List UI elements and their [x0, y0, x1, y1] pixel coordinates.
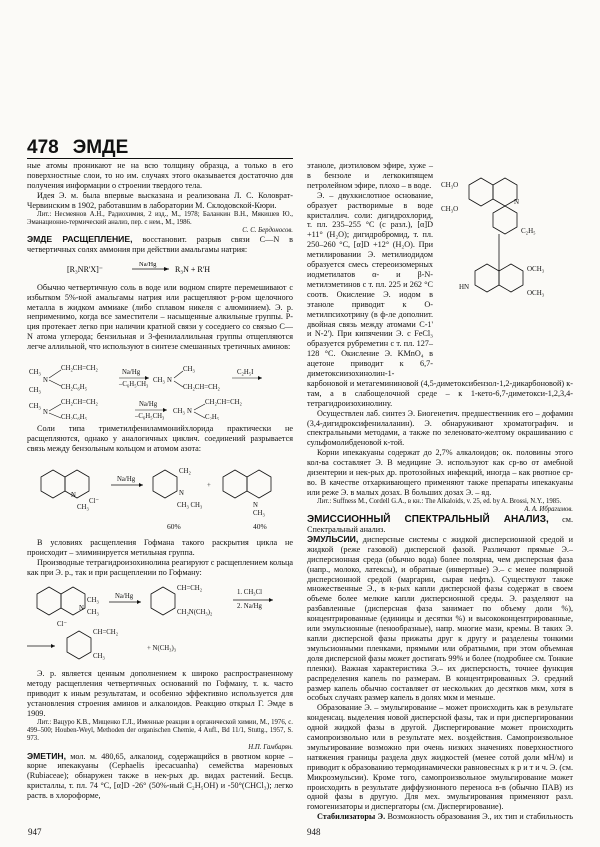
paragraph: В условиях расщепления Гофмана такого раскрытия цикла не происходит – элиминируется метильная группа. [27, 537, 293, 557]
paragraph: Образование Э. – эмульгирование – может происходить как в результате конденсац. выделения новой дисперсной фазы, так и при диспергировании одной жидкой фазы в другой. Диспергирование может происходить самопроизвольно или в результате мех. воздействия. Самопроизвольное эмульгирование возможно при очень низких значениях поверхностного натяжения границы раздела двух жидкостей (менее сотой доли мН/м) и приводит к образованию термодинамически равновесных к р и т и ч. Э. (см. Микроэмульсии). Кроме того, самопроизвольное эмульгирование может происходить в результате диффузионного переноса в-в (обычно ПАВ) из одной фазы в другую. Для мех. эмульгирования применяют разл. гомогенизаторы и диспергаторы (см. Диспергирование). [307, 703, 573, 812]
paragraph: Стабилизаторы Э. Возможность образования Э., их тип и стабильность [317, 812, 573, 821]
paragraph: Идея Э. м. была впервые высказана и реализована Л. С. Коловрат-Червинским в 1902, работавшим в лаборатории М. Склодовской-Кюри. [27, 190, 293, 210]
svg-text:CH₃: CH₃ [87, 609, 99, 617]
page-number: 478 [27, 137, 59, 158]
entry-title: ЭМИССИОННЫЙ СПЕКТРАЛЬНЫЙ АНАЛИЗ, [307, 514, 549, 526]
entry-definition: мол. м. 480,65, алкалоид, содержащийся в рвотном корне – корне ипекакуаны (Cephaelis ipecacuanha) семейства мареновых (Rubiaceae); обнаружен также в нек-рых др. видах растений. Бесцв. кристаллы, т. пл. 74 °С, [α]D -26° (50%-ный C₂H₅OH) и -50°(CHCl₃); легко раств. в хлороформе, [27, 751, 293, 801]
reagent: Na/Hg [139, 401, 158, 409]
svg-text:OCH₃: OCH₃ [527, 265, 545, 273]
svg-text:Cl⁻: Cl⁻ [89, 497, 100, 505]
svg-text:CH₃ CH₃: CH₃ CH₃ [177, 501, 203, 509]
svg-text:C₂H₅: C₂H₅ [521, 227, 536, 235]
svg-text:CH=CH₂: CH=CH₂ [93, 629, 119, 637]
svg-text:CH₂C₆H₅: CH₂C₆H₅ [61, 414, 87, 421]
svg-text:N: N [71, 491, 76, 499]
entry-title: ЭМУЛЬСИИ, [307, 533, 359, 544]
equation-left: [R₃NR'X]⁻ [67, 264, 104, 274]
equation-reagent: Na/Hg [139, 260, 157, 268]
entry-emde [27, 235, 293, 255]
svg-text:CH₂C₆H₅: CH₂C₆H₅ [61, 384, 87, 392]
svg-text:CH₂: CH₂ [179, 467, 191, 475]
entry-definition: восстановит. разрыв связи C—N в четвертичных солях аммония при действии амальгамы натрия: [27, 234, 293, 254]
reagent: –C₆H₅CH₃ [119, 381, 149, 389]
svg-text:N: N [514, 198, 520, 206]
running-head: ЭМДЕ [72, 137, 129, 158]
left-column [27, 161, 293, 821]
svg-text:Cl⁻: Cl⁻ [57, 621, 68, 629]
svg-text:N: N [167, 377, 172, 385]
reaction-scheme-1 [27, 356, 293, 420]
author-signature: Н.П. Гамбарян. [248, 743, 293, 751]
svg-text:CH₃: CH₃ [29, 403, 41, 411]
paragraph: этаноле, диэтиловом эфире, хуже – в бензоле и легкокипящем петролейном эфире, плохо – в воде. [307, 161, 433, 190]
svg-text:CH=CH₂: CH=CH₂ [177, 585, 203, 593]
svg-text:N: N [187, 408, 192, 416]
svg-text:CH₂CH=CH₂: CH₂CH=CH₂ [205, 399, 242, 407]
svg-text:N: N [43, 409, 48, 417]
svg-text:N: N [179, 489, 184, 497]
footer-page-number: 948 [307, 827, 321, 837]
right-column [307, 161, 573, 821]
entry-emulsions [307, 535, 573, 703]
paragraph: Соли типа триметилфениламмонийхлорида практически не расщепляются, однако у аналогичных циклич. соединений разрывается связь между бензольным кольцом и атомом азота: [27, 424, 293, 453]
svg-text:N: N [253, 501, 258, 509]
byproduct: + N(CH₃)₃ [147, 645, 177, 653]
reagent: Na/Hg [117, 475, 136, 483]
paragraph: Э. р. является ценным дополнением к широко распространенному методу расщепления четвертичных оснований по Гофману, т. к. часто приводит к иным результатам, и особенно эффективно используется для установления строения аминов и алкалоидов. Реакцию открыл Г. Эмде в 1909. [27, 669, 293, 719]
yield-label: 60% [167, 521, 181, 531]
footer-page-number: 947 [28, 827, 42, 837]
subheading: Стабилизаторы Э. [317, 812, 386, 821]
paragraph: Э. – двухкислотное основание, образует растворимые в воде кристаллич. соли: дигидрохлорид, т. пл. 235–255 °С (с разл.), [α]D +11° (H₂O); дигидробромид, т. пл. 250–260 °С, [α]D +12° (H₂O). При метилировании Э. метилиодидом образуется смесь стереоизомерных иодметилатов α- и β-N-метилэметинов с т. пл. 225 и 262 °С соотв. Окисление Э. иодом в этаноле приводит к О-метилпсихотрину (в ф-ле дополнит. двойная связь между атомами C-1' и N-2'). При кипячении Э. с FeCl₃ образуется рубреметин с т. пл. 127–128 °С. Окисление Э. KMnO₄ в ацетоне приводит к 6,7-диметоксиизохинолин-1-карбоновой и метагемининовой (4,5-диметоксибензол-1,2-дикарбоновой) к-там, а в слабощелочной среде – к 1-кето-6,7-диметокси-1,2,3,4-тетрагидроизохинолину. [307, 190, 573, 408]
paragraph: ные атомы проникают не на всю толщину образца, а только в его поверхностные слои, то но им. случаях этого оказывается достаточно для получения информации о строении твердого тела. [27, 161, 293, 190]
header-rule [27, 158, 293, 159]
author-signature: А. А. Ибрагимов. [524, 506, 573, 514]
svg-text:CH₃: CH₃ [183, 366, 195, 374]
reaction-scheme-3 [27, 580, 293, 666]
svg-text:CH₂N(CH₃)₂: CH₂N(CH₃)₂ [177, 609, 213, 617]
equation-1 [27, 259, 293, 279]
reagent: Na/Hg [122, 369, 141, 377]
svg-text:CH₃: CH₃ [29, 369, 41, 377]
paragraph: Корни ипекакуаны содержат до 2,7% алкалоидов; ок. половины этого кол-ва составляет Э. В медицине Э. используют как ср-во от амебной дизентерии и нек-рых др. протозойных инфекций, иногда – как рвотное ср-во. В качестве отхаркивающего применяют также препараты ипекакуаны или реже Э. в малых дозах. В больших дозах Э. – яд. [307, 448, 573, 497]
entry-emission-analysis [307, 514, 573, 535]
paragraph: Обычно четвертичную соль в воде или водном спирте перемешивают с избытком 5%-ной амальгамы натрия или расщепляют р-ром щелочного металла в жидком аммиаке (либо сплавом никеля с алюминием). Э. р. неприменимо, когда все заместители – насыщенные алкильные группы. Р-ция протекает легко при наличии кратной связи у соседнего со связью C—N атома углерода; бензильная и 3-фенилаллильная группы отщепляются легче аллильной, что используют в синтезе смешанных третичных аминов: [27, 282, 293, 352]
svg-text:OCH₃: OCH₃ [527, 289, 545, 297]
svg-text:N: N [43, 377, 48, 385]
entry-title: ЭМЕТИН, [27, 750, 67, 761]
see-reference: см. Спектральный анализ. [307, 515, 573, 535]
reagent: –C₆H₅CH₃ [135, 413, 165, 421]
entry-emetin [27, 752, 293, 802]
svg-text:CH₃: CH₃ [87, 597, 99, 605]
paragraph: Осуществлен лаб. синтез Э. Биогенетич. предшественник его – дофамин (3,4-дигидроксифенилаланин). Э. обнаруживают хроматографич. и спектральными методами, а также по зеленовато-желтому окрашиванию с сульфомолибденовой к-той. [307, 408, 573, 448]
svg-text:CH₂CH=CH₂: CH₂CH=CH₂ [61, 365, 98, 373]
author-signature: С. С. Бердоносов. [242, 226, 293, 234]
entry-title: ЭМДЕ РАСЩЕПЛЕНИЕ, [27, 233, 133, 244]
reagent: 1. CH₃Cl [237, 589, 263, 597]
svg-text:CH₃: CH₃ [93, 653, 105, 661]
bibliography: Лит.: Suffness M., Cordell G.A., в кн.: The Alkaloids, v. 25, ed. by A. Brossi, N.Y., 1985. [317, 497, 562, 505]
reagent: C₂H₅I [237, 369, 254, 377]
svg-text:HN: HN [459, 283, 470, 291]
svg-text:CH₃: CH₃ [173, 408, 185, 416]
svg-text:CH₃: CH₃ [77, 503, 89, 511]
svg-text:CH₂CH=CH₂: CH₂CH=CH₂ [61, 399, 98, 407]
svg-text:CH₃: CH₃ [29, 387, 41, 395]
reaction-scheme-2 [27, 457, 293, 535]
paragraph: Производные тетрагидроизохинолина реагируют с расщеплением кольца как при Э. р., так и при расщеплении по Гофману: [27, 557, 293, 577]
emetine-structure [439, 161, 573, 376]
svg-text:CH₃: CH₃ [253, 509, 265, 517]
svg-text:CH₃: CH₃ [153, 377, 165, 385]
svg-text:N: N [79, 605, 84, 613]
svg-text:C₂H₅: C₂H₅ [205, 414, 220, 421]
yield-label: 40% [253, 521, 267, 531]
svg-text:CH₂CH=CH₂: CH₂CH=CH₂ [183, 384, 220, 392]
bibliography: Лит.: Несмеянов А.Н., Радиохимия, 2 изд., М., 1978; Баланкин В.Н., Мякишев Ю., Эманационно-термический анализ, пер. с нем., М., 1986. [27, 210, 293, 226]
svg-text:CH₃O: CH₃O [441, 205, 459, 213]
svg-text:CH₃O: CH₃O [441, 181, 459, 189]
entry-definition: дисперсные системы с жидкой дисперсионной средой и жидкой (реже газовой) дисперсной фазой. Различают прямые Э.– дисперсионная среда (обычно вода) более полярна, чем дисперсная фаза (напр., молоко, латексы), и обратные (инвертные) Э.– с менее полярной дисперсионной средой (маргарин, сырая нефть). Существуют также множественные Э., в к-рых капли дисперсной фазы содержат в своем объеме более мелкие капли дисперсионной среды. Э. разделяют на разбавленные (дисперсная фаза занимает по объему доли %), концентрированные (единицы и десятки %) и высококонцентрированные, или эмульсионные (пенообразные), напр. многие мази, кремы. В таких Э. капли дисперсной фазы прижаты друг к другу и разделены тонкими эмульсионными пленками, прямыми или обратными, при этом объемная доля дисперсной фазы может достигать 99% и более (подробнее см. Тонкие пленки). Важная характеристика Э.– их дисперсность, точнее функция распределения капель по размерам. В концентрированных Э. средний размер капель обычно составляет от нескольких до десятков мкм, хотя в особых случаях размер капель в долях мкм и меньше. [307, 534, 573, 703]
equation-right: R₃N + R'H [175, 264, 210, 274]
bibliography: Лит.: Вацуро К.В., Мищенко Г.Л., Именные реакции в органической химии, М., 1976, с. 499–500; Houben-Weyl, Methoden der organischen Chemie, 4 Aufl., Bd 11/1, Stuttg., 1957, S. 973. [27, 718, 293, 743]
reagent: Na/Hg [115, 593, 134, 601]
svg-text:+: + [207, 481, 211, 489]
running-header [27, 137, 128, 159]
reagent: 2. Na/Hg [237, 603, 262, 611]
